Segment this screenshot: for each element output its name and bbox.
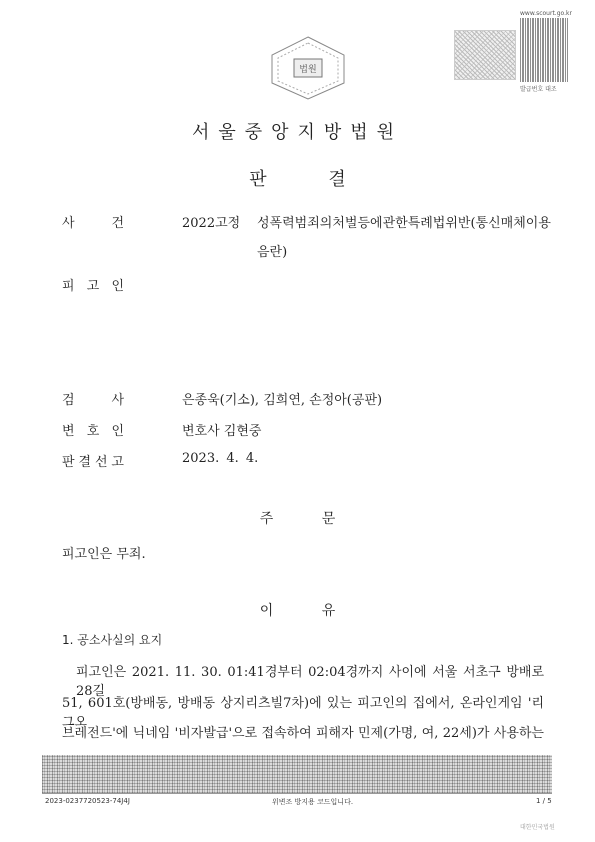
court-emblem-icon	[258, 33, 358, 101]
defendant-label-3: 인	[111, 279, 124, 294]
prosecutor-value: 은종욱(기소), 김희연, 손정아(공판)	[182, 393, 383, 408]
page-number: 1 / 5	[536, 797, 552, 805]
reason-line-2: 51, 601호(방배동, 방배동 상지리츠빌7차)에 있는 피고인의 집에서, 온라인게임 '리그오	[62, 696, 544, 730]
section-1-heading: 1. 공소사실의 요지	[62, 633, 163, 647]
sentence-label-1: 판	[62, 455, 75, 470]
order-heading: 주 문	[259, 511, 336, 527]
qr-code-icon	[454, 30, 516, 80]
sentence-date-value: 2023. 4. 4.	[182, 451, 259, 466]
sentence-label-3: 선	[94, 455, 108, 470]
court-stamp: 대한민국법원	[520, 824, 555, 831]
reasons-heading: 이 유	[259, 603, 336, 619]
case-name-cont: 음란)	[257, 245, 288, 260]
sentence-date-label	[62, 451, 124, 470]
sentence-label-4: 고	[111, 455, 124, 470]
case-label-2: 건	[111, 216, 124, 231]
counsel-label-3: 인	[111, 424, 124, 439]
case-label	[62, 212, 124, 231]
anti-forgery-barcode	[42, 755, 552, 793]
issue-code-label: 발급번호 대조	[520, 86, 557, 93]
barcode-icon	[520, 18, 568, 82]
emblem-text: 법원	[299, 65, 317, 75]
order-text: 피고인은 무죄.	[62, 547, 146, 562]
prosecutor-label	[62, 389, 124, 408]
counsel-label-1: 변	[62, 424, 75, 439]
sentence-label-2: 결	[78, 455, 92, 470]
prosecutor-label-2: 사	[111, 393, 124, 408]
reason-line-1: 피고인은 2021. 11. 30. 01:41경부터 02:04경까지 사이에 서울 서초구 방배로28길	[76, 665, 544, 699]
prosecutor-label-1: 검	[62, 393, 75, 408]
defendant-label-1: 피	[62, 279, 75, 294]
site-url: www.scourt.go.kr	[520, 10, 572, 17]
document-title: 판 결	[249, 169, 346, 190]
case-number: 2022고정	[182, 216, 241, 231]
defendant-label	[62, 275, 124, 294]
defendant-label-2: 고	[86, 279, 100, 294]
footer-divider	[42, 793, 552, 794]
case-label-1: 사	[62, 216, 75, 231]
counsel-value: 변호사 김현중	[182, 424, 262, 439]
forgery-notice: 위변조 방지용 코드입니다.	[272, 798, 354, 806]
document-code: 2023-0237720523-74J4J	[45, 797, 130, 805]
court-name: 서울중앙지방법원	[191, 122, 404, 143]
reason-line-3: 브레전드'에 닉네임 '비자발급'으로 접속하여 피해자 민제(가명, 여, 22세)가 사용하는	[62, 726, 544, 741]
counsel-label	[62, 420, 124, 439]
counsel-label-2: 호	[86, 424, 100, 439]
case-name: 성폭력범죄의처벌등에관한특례법위반(통신매체이용	[257, 216, 551, 231]
